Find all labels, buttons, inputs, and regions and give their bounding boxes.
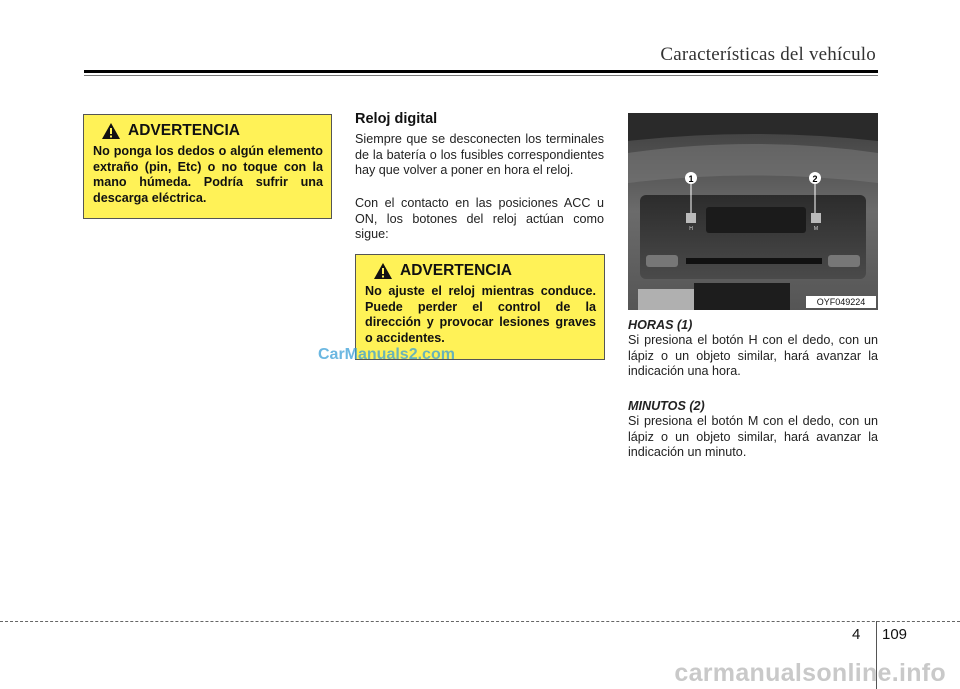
warning-text: No ajuste el reloj mientras conduce. Puede perder el control de la dirección y provocar lesiones graves o accidentes. xyxy=(365,284,596,345)
page-header-title: Características del vehículo xyxy=(660,44,876,65)
warning-box-middle xyxy=(355,254,605,360)
warning-text: No ponga los dedos o algún elemento extraño (pin, Etc) o no toque con la mano húmeda. Podría sufrir una descarga eléctrica. xyxy=(93,144,323,205)
warning-title: ADVERTENCIA xyxy=(400,262,512,279)
section-title: Reloj digital xyxy=(355,111,438,127)
paragraph: Con el contacto en las posiciones ACC u ON, los botones del reloj actúan como sigue: xyxy=(355,196,604,242)
chapter-number: 4 xyxy=(852,626,861,643)
button-m-label: M xyxy=(813,226,819,232)
callout-2: 2 xyxy=(812,174,818,184)
page-number: 109 xyxy=(882,626,908,643)
warning-triangle-icon xyxy=(373,262,393,280)
footer-watermark-url: carmanualsonline.info xyxy=(674,659,946,687)
header-rule-thin xyxy=(84,75,878,76)
watermark: CarManuals2.com xyxy=(318,346,455,363)
warning-title: ADVERTENCIA xyxy=(128,122,240,139)
button-h-label: H xyxy=(689,226,693,232)
header-rule xyxy=(84,70,878,73)
hours-heading: HORAS (1) xyxy=(628,318,693,332)
photo-code: OYF049224 xyxy=(816,297,866,307)
paragraph: Siempre que se desconecten los terminales de la batería o los fusibles correspondientes hay que volver a poner en hora el reloj. xyxy=(355,132,604,178)
minutes-text: Si presiona el botón M con el dedo, con un lápiz o un objeto similar, hará avanzar la indicación un minuto. xyxy=(628,414,878,460)
warning-box-left xyxy=(83,114,332,219)
warning-triangle-icon xyxy=(101,122,121,140)
footer-rule xyxy=(0,621,960,622)
minutes-heading: MINUTOS (2) xyxy=(628,399,705,413)
hours-text: Si presiona el botón H con el dedo, con un lápiz o un objeto similar, hará avanzar la indicación una hora. xyxy=(628,333,878,379)
clock-buttons-photo xyxy=(628,113,878,310)
callout-1: 1 xyxy=(688,174,694,184)
